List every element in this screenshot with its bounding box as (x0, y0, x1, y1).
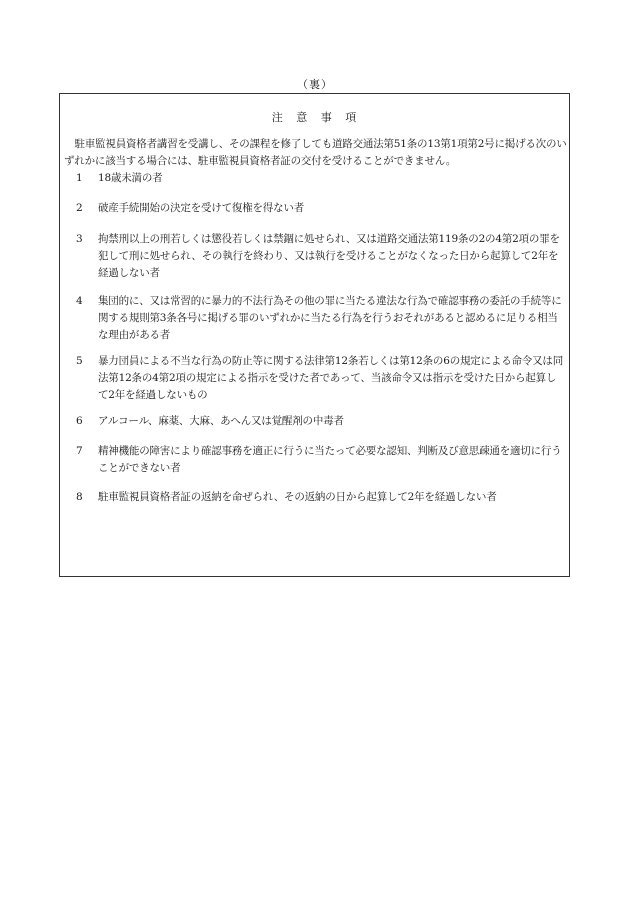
item-text: 暴力団員による不当な行為の防止等に関する法律第12条若しくは第12条の6の規定による命令又は同法第12条の4第2項の規定による指示を受けた者であって、当該命令又は指示を受けた日から起算して2年を経過しないもの (98, 355, 564, 401)
list-item-3 (76, 231, 566, 282)
list-item-4 (76, 293, 566, 344)
item-text: 駐車監視員資格者証の返納を命ぜられ、その返納の日から起算して2年を経過しない者 (98, 491, 497, 503)
item-text: 破産手続開始の決定を受けて復権を得ない者 (98, 202, 304, 214)
list-item-1 (76, 170, 566, 187)
list-item-2 (76, 200, 566, 217)
notice-intro: 駐車監視員資格者講習を受講し、その課程を修了しても道路交通法第51条の13第1項第2号に掲げる次のいずれかに該当する場合には、駐車監視員資格者証の交付を受けることができません。 (64, 138, 567, 167)
list-item-5 (76, 353, 566, 404)
notice-title: 注 意 事 項 (271, 111, 358, 124)
item-number: 8 (76, 491, 83, 503)
list-item-7 (76, 443, 566, 477)
item-number: 4 (76, 295, 83, 307)
list-item-6 (76, 413, 566, 430)
item-number: 3 (76, 233, 83, 245)
item-number: 5 (76, 355, 83, 367)
item-text: 拘禁刑以上の刑若しくは懲役若しくは禁錮に処せられ、又は道路交通法第119条の2の4第2項の罪を犯して刑に処せられ、その執行を終わり、又は執行を受けることがなくなった日から起算して2年を経過しない者 (98, 233, 560, 279)
item-number: 2 (76, 202, 83, 214)
notice-box (59, 93, 570, 577)
item-text: 18歳未満の者 (98, 172, 163, 184)
page-side-label: （裏） (297, 78, 333, 91)
item-number: 6 (76, 415, 83, 427)
item-number: 7 (76, 445, 83, 457)
item-number: 1 (76, 172, 83, 184)
item-text: 集団的に、又は常習的に暴力的不法行為その他の罪に当たる違法な行為で確認事務の委託の手続等に関する規則第3条各号に掲げる罪のいずれかに当たる行為を行うおそれがあると認めるに足りる相当な理由がある者 (98, 295, 562, 341)
item-text: アルコール、麻薬、大麻、あへん又は覚醒剤の中毒者 (98, 415, 344, 427)
list-item-8 (76, 489, 566, 506)
item-text: 精神機能の障害により確認事務を適正に行うに当たって必要な認知、判断及び意思疎通を適切に行うことができない者 (98, 445, 562, 474)
